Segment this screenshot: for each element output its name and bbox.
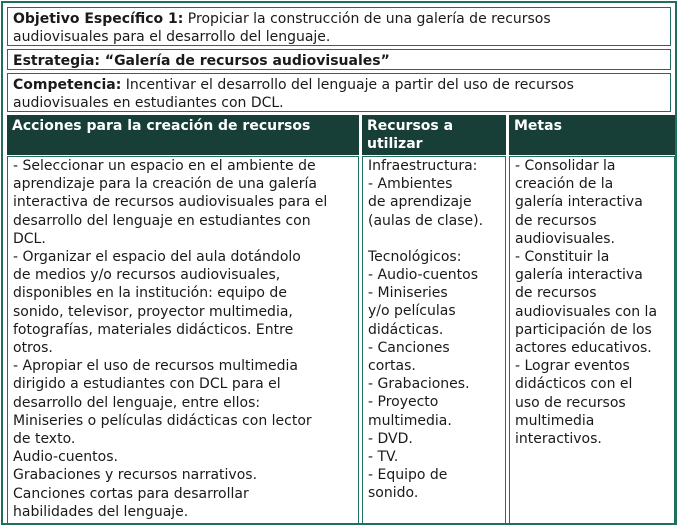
action-line: Canciones cortas para desarrollar [13,485,249,502]
action-line: fotografías, materiales didácticos. Entre [13,321,294,338]
goal-line: galería interactiva [515,267,643,284]
goal-line: - Lograr eventos [515,358,630,375]
action-line: aprendizaje para la creación de una galería [13,176,317,193]
strategy-row [7,49,671,70]
header-resources-label-2: utilizar [367,136,423,152]
resource-line: - Audio-cuentos [368,267,479,284]
objective-text-1: Propiciar la construcción de una galería de recursos [183,11,551,27]
goal-line: - Consolidar la [515,158,616,174]
header-resources-label-1: Recursos a [367,118,454,134]
goal-line: audiovisuales con la [515,303,658,320]
strategy-title: Estrategia: “Galería de recursos audiovisuales” [13,53,390,69]
goal-line: didácticos con el [515,376,633,393]
action-line: interactiva de recursos audiovisuales para el [13,194,328,211]
header-goals-label: Metas [514,118,562,134]
resource-line: cortas. [368,358,416,375]
goal-line: - Constituir la [515,249,610,266]
objective-label: Objetivo Específico 1: [13,11,184,27]
resource-line: - Grabaciones. [368,376,470,393]
action-line: otros. [13,340,53,357]
action-line: Grabaciones y recursos narrativos. [13,467,258,484]
resource-line: de aprendizaje [368,194,472,211]
resource-line: didácticas. [368,321,444,338]
goal-line: actores educativos. [515,340,652,357]
actions-cell [7,156,359,524]
header-goals [509,115,675,155]
resource-line: y/o películas [368,303,456,320]
action-line: DCL. [13,230,46,247]
action-line: desarrollo del lenguaje en estudiantes con [13,212,311,229]
action-line: - Apropiar el uso de recursos multimedia [13,358,299,375]
header-actions-label: Acciones para la creación de recursos [12,118,311,134]
goal-line: galería interactiva [515,194,643,211]
resource-line: multimedia. [368,412,452,429]
resource-line: - Miniseries [368,285,448,302]
resource-line: Infraestructura: [368,158,478,174]
resource-line: sonido. [368,485,419,502]
action-line: - Organizar el espacio del aula dotándolo [13,249,301,266]
action-line: Audio-cuentos. [13,449,118,466]
header-actions [7,115,359,155]
resource-line: - TV. [368,449,399,466]
goal-line: de recursos [515,285,597,302]
action-line: de texto. [13,431,76,448]
resource-line: - Equipo de [368,467,448,484]
resource-line: - Ambientes [368,176,453,193]
action-line: sonido, televisor, proyector multimedia, [13,303,293,320]
objective-text-2: audiovisuales para el desarrollo del lenguaje. [13,29,331,45]
action-line: - Seleccionar un espacio en el ambiente de [13,158,316,174]
action-line: dirigido a estudiantes con DCL para el [13,376,281,393]
action-line: disponibles en la institución: equipo de [13,285,287,302]
goal-line: audiovisuales. [515,230,615,247]
goal-line: de recursos [515,212,597,229]
goal-line: creación de la [515,176,614,193]
goal-line: participación de los [515,321,652,338]
action-line: de medios y/o recursos audiovisuales, [13,267,281,284]
competence-text-1: Incentivar el desarrollo del lenguaje a partir del uso de recursos [121,77,574,93]
strategy-table [1,1,677,525]
resource-line: Tecnológicos: [368,248,462,265]
goal-line: multimedia [515,412,595,429]
action-line: Miniseries o películas didácticas con lector [13,412,312,429]
resource-line: - DVD. [368,430,413,447]
action-line: habilidades del lenguaje. [13,503,189,520]
resource-line: (aulas de clase). [368,212,484,229]
goal-line: uso de recursos [515,394,626,411]
resource-line: - Canciones [368,339,450,356]
action-line: desarrollo del lenguaje, entre ellos: [13,394,261,411]
resource-line: - Proyecto [368,394,439,411]
competence-text-2: audiovisuales en estudiantes con DCL. [13,95,284,111]
competence-label: Competencia: [13,77,122,93]
goal-line: interactivos. [515,431,602,448]
objective-row [7,7,671,46]
competence-row [7,73,671,112]
header-resources [362,115,506,155]
resource-gap [368,230,500,248]
resources-cell [362,156,506,524]
goals-cell [509,156,675,524]
